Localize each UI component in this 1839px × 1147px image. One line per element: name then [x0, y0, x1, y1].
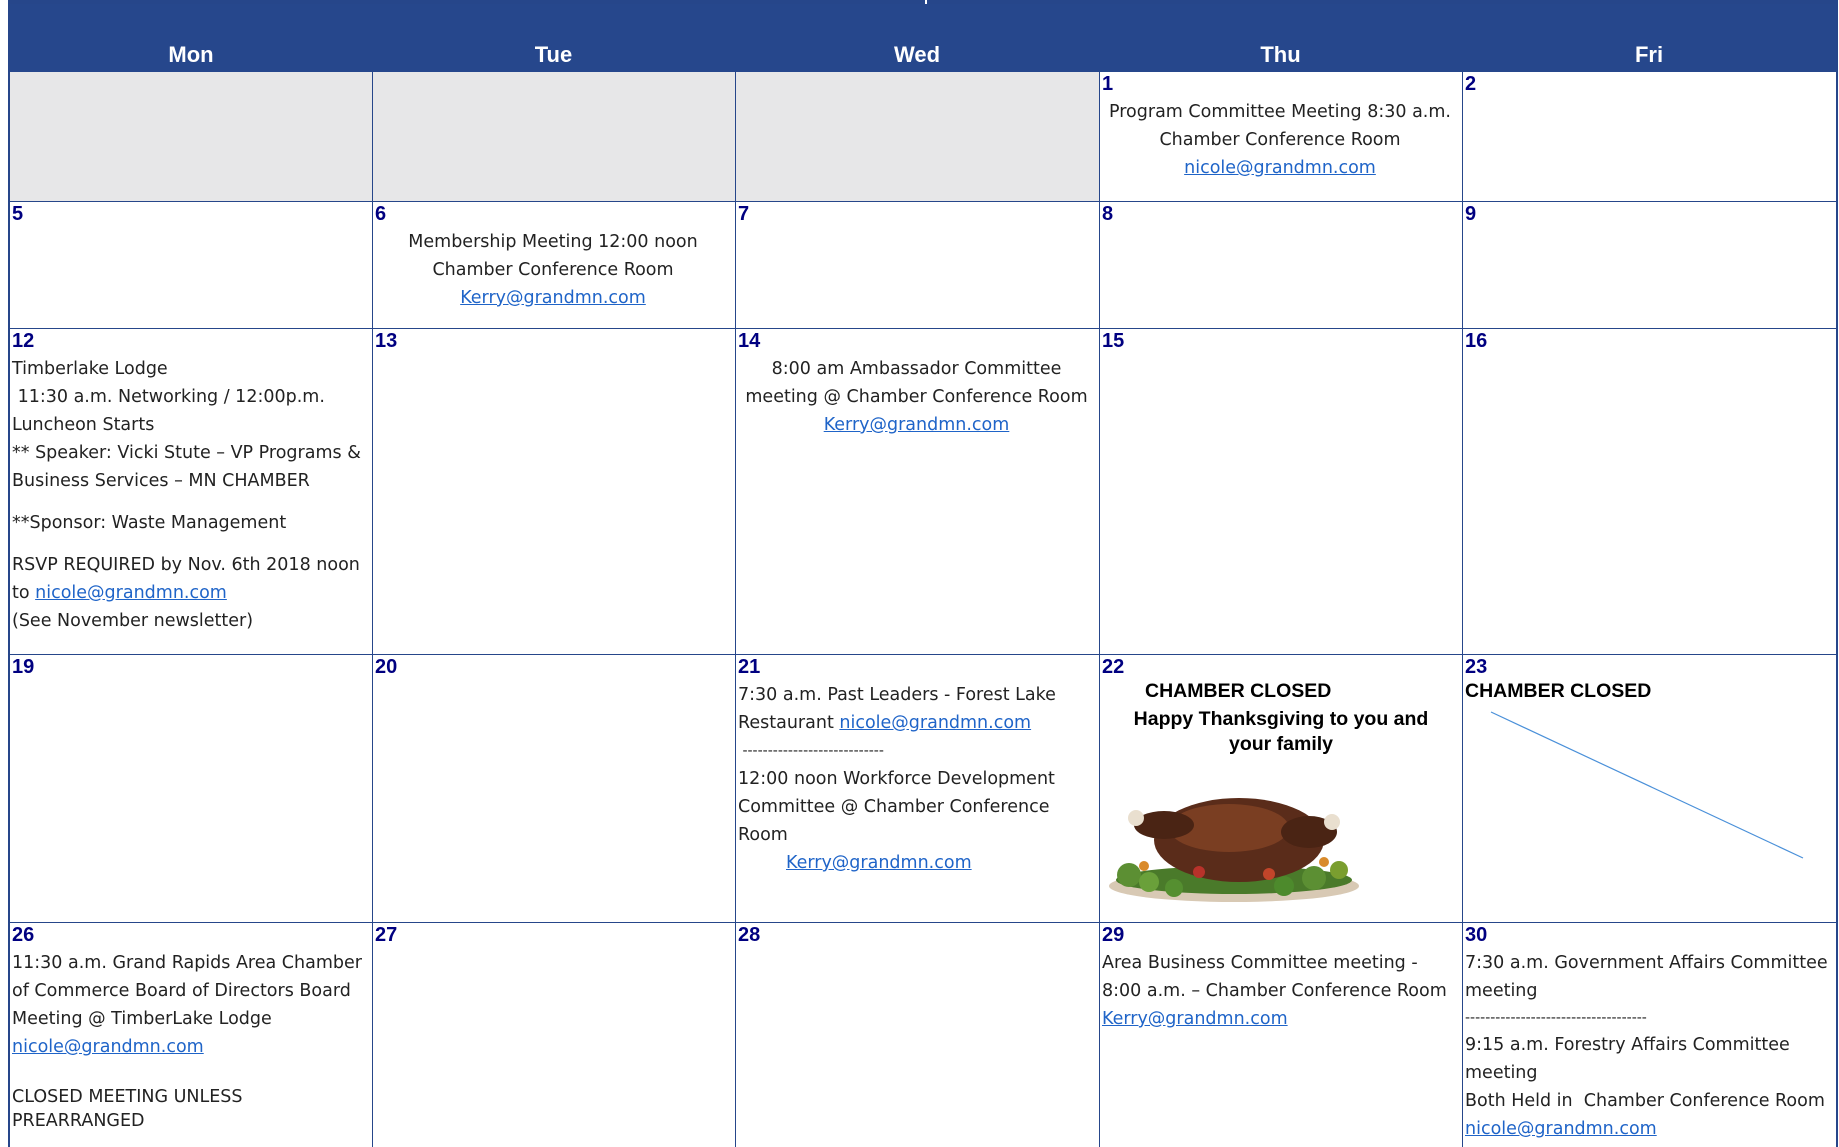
day-number: 9 [1465, 203, 1477, 225]
event-line: 12:00 noon Workforce Development Committee @ Chamber Conference Room [738, 769, 1055, 845]
day-number: 7 [738, 203, 750, 225]
closed-notice: CHAMBER CLOSED [1465, 680, 1652, 702]
day-cell-30 [1463, 923, 1837, 1147]
day-number: 28 [738, 924, 761, 946]
day-cell-2 [1463, 72, 1837, 202]
event-line: 8:00 am Ambassador Committee meeting @ Chamber Conference Room [745, 359, 1088, 407]
email-link[interactable]: nicole@grandmn.com [12, 1037, 204, 1057]
calendar-grid [10, 72, 1836, 1147]
event-text [12, 949, 368, 1133]
email-link[interactable]: nicole@grandmn.com [1184, 158, 1376, 178]
email-link[interactable]: nicole@grandmn.com [35, 583, 227, 603]
separator: ------------------------------------ [1465, 1010, 1647, 1026]
day-number: 29 [1102, 924, 1125, 946]
day-number: 13 [375, 330, 398, 352]
event-note: (See November newsletter) [12, 611, 254, 631]
email-link[interactable]: Kerry@grandmn.com [460, 288, 646, 308]
day-cell-28 [736, 923, 1100, 1147]
event-text [12, 355, 368, 635]
event-text [738, 681, 1095, 877]
day-cell-20 [373, 655, 736, 923]
email-link[interactable]: nicole@grandmn.com [839, 713, 1032, 733]
day-number: 5 [12, 203, 24, 225]
event-text [375, 228, 731, 312]
day-number: 22 [1102, 656, 1125, 678]
day-number: 15 [1102, 330, 1125, 352]
calendar [8, 4, 1838, 1147]
empty-cell [10, 72, 373, 202]
day-number: 1 [1102, 73, 1114, 95]
empty-cell [373, 72, 736, 202]
weekday-mon: Mon [168, 42, 214, 67]
day-cell-14 [736, 329, 1100, 655]
event-text [1102, 98, 1458, 182]
rsvp-text: RSVP REQUIRED by Nov. 6th 2018 noon to [12, 555, 366, 603]
event-time: 11:30 a.m. Networking / 12:00p.m. Luncheon Starts [12, 387, 331, 435]
event-text [738, 355, 1095, 439]
day-number: 16 [1465, 330, 1488, 352]
event-text [1102, 949, 1458, 1033]
weekday-fri: Fri [1634, 42, 1664, 67]
turkey-image [1104, 770, 1364, 905]
event-note: CLOSED MEETING UNLESS PREARRANGED [12, 1087, 243, 1131]
event-line: 7:30 a.m. Past Leaders - Forest Lake Restaurant [738, 685, 1062, 733]
weekday-tue: Tue [534, 42, 573, 67]
email-link[interactable]: Kerry@grandmn.com [1102, 1009, 1288, 1029]
event-venue: Timberlake Lodge [12, 359, 168, 379]
day-number: 2 [1465, 73, 1477, 95]
email-link[interactable]: Kerry@grandmn.com [786, 853, 972, 873]
event-line: 11:30 a.m. Grand Rapids Area Chamber of Commerce Board of Directors Board Meeting @ TimberLake Lodge [12, 953, 362, 1029]
day-number: 26 [12, 924, 35, 946]
day-cell-1 [1100, 72, 1463, 202]
day-cell-26 [10, 923, 373, 1147]
diagonal-line [1463, 655, 1837, 922]
day-cell-9 [1463, 202, 1837, 329]
day-cell-23 [1463, 655, 1837, 923]
event-speaker: ** Speaker: Vicki Stute – VP Programs & Business Services – MN CHAMBER [12, 443, 361, 491]
day-number: 14 [738, 330, 761, 352]
closed-notice: CHAMBER CLOSED [1145, 680, 1332, 702]
event-line: Chamber Conference Room [1159, 130, 1401, 150]
day-number: 19 [12, 656, 35, 678]
day-cell-5 [10, 202, 373, 329]
day-cell-16 [1463, 329, 1837, 655]
event-line: Area Business Committee meeting - 8:00 a.m. – Chamber Conference Room [1102, 953, 1447, 1001]
day-cell-7 [736, 202, 1100, 329]
weekday-thu: Thu [1260, 42, 1301, 67]
day-cell-12 [10, 329, 373, 655]
day-cell-27 [373, 923, 736, 1147]
day-cell-29 [1100, 923, 1463, 1147]
event-sponsor: **Sponsor: Waste Management [12, 513, 287, 533]
day-number: 6 [375, 203, 387, 225]
event-line: Chamber Conference Room [432, 260, 674, 280]
day-cell-21 [736, 655, 1100, 923]
event-location: Both Held in Chamber Conference Room [1465, 1091, 1825, 1111]
separator: ---------------------------- [738, 743, 884, 759]
day-cell-6 [373, 202, 736, 329]
day-number: 27 [375, 924, 398, 946]
event-line: 9:15 a.m. Forestry Affairs Committee meeting [1465, 1035, 1790, 1083]
day-cell-22 [1100, 655, 1463, 923]
event-line: Program Committee Meeting 8:30 a.m. [1109, 102, 1451, 122]
email-link[interactable]: Kerry@grandmn.com [823, 415, 1010, 435]
day-number: 20 [375, 656, 398, 678]
event-line: 7:30 a.m. Government Affairs Committee meeting [1465, 953, 1828, 1001]
day-number: 30 [1465, 924, 1488, 946]
day-number: 21 [738, 656, 761, 678]
event-line: Membership Meeting 12:00 noon [408, 232, 698, 252]
day-number: 23 [1465, 656, 1488, 678]
day-cell-19 [10, 655, 373, 923]
weekday-wed: Wed [893, 42, 941, 67]
email-link[interactable]: nicole@grandmn.com [1465, 1119, 1657, 1139]
weekday-header [10, 4, 1836, 72]
day-cell-8 [1100, 202, 1463, 329]
empty-cell [736, 72, 1100, 202]
event-text [1465, 949, 1833, 1143]
day-cell-15 [1100, 329, 1463, 655]
day-number: 8 [1102, 203, 1114, 225]
day-number: 12 [12, 330, 35, 352]
thanksgiving-greeting: Happy Thanksgiving to you and your family [1133, 708, 1429, 755]
day-cell-13 [373, 329, 736, 655]
